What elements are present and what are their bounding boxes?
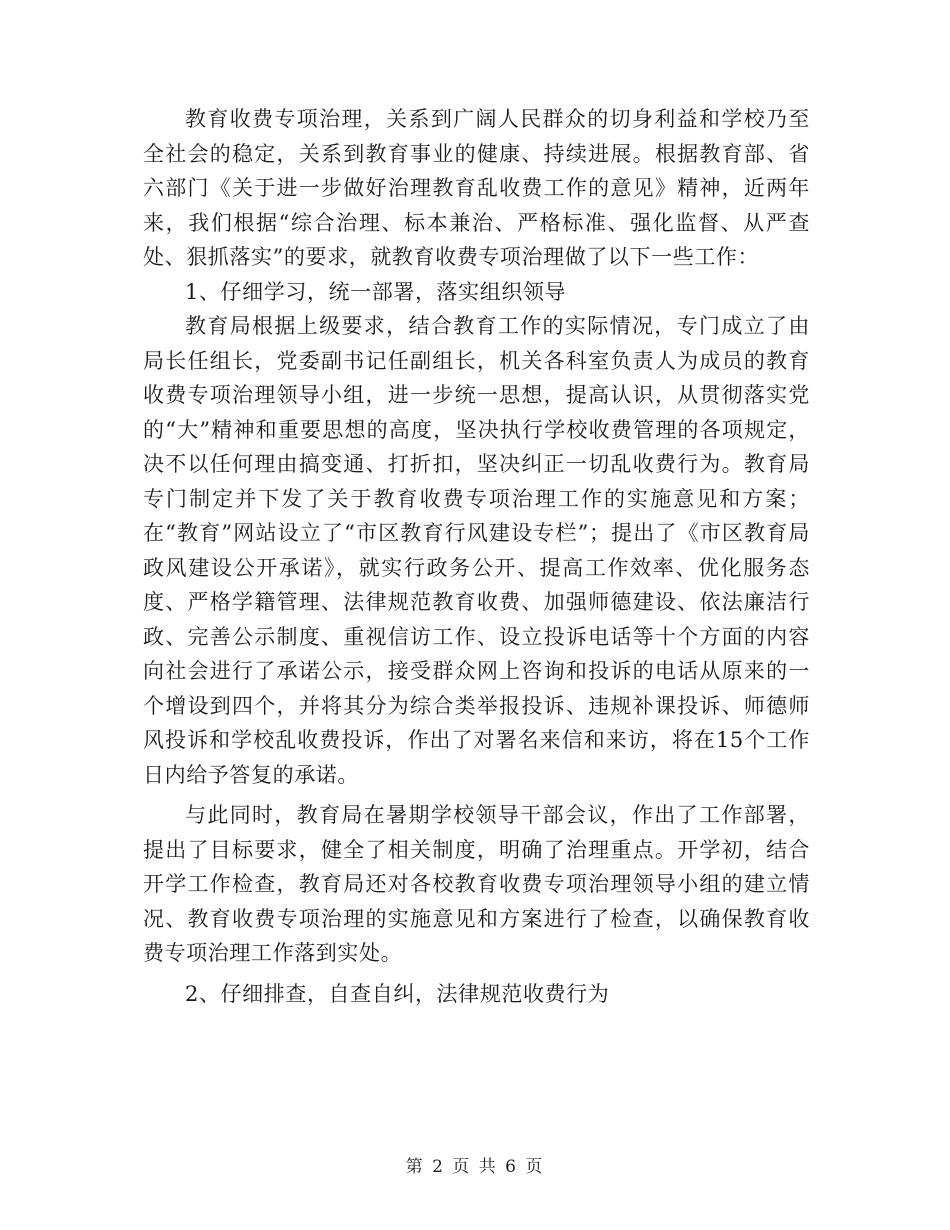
section-1-paragraph: 教育局根据上级要求，结合教育工作的实际情况，专门成立了由局长任组长，党委副书记任副组长，机关各科室负责人为成员的教育收费专项治理领导小组，进一步统一思想，提高认识，从贯彻落实党的“大”精神和重要思想的高度，坚决执行学校收费管理的各项规定，决不以任何理由搞变通、打折扣，坚决纠正一切乱收费行为。教育局专门制定并下发了关于教育收费专项治理工作的实施意见和方案；在“教育”网站设立了“市区教育行风建设专栏”；提出了《市区教育局政风建设公开承诺》，就实行政务公开、提高工作效率、优化服务态度、严格学籍管理、法律规范教育收费、加强师德建设、依法廉洁行政、完善公示制度、重视信访工作、设立投诉电话等十个方面的内容向社会进行了承诺公示，接受群众网上咨询和投诉的电话从原来的一个增设到四个，并将其分为综合类举报投诉、违规补课投诉、师德师风投诉和学校乱收费投诉，作出了对署名来信和来访，将在15个工作日内给予答复的承诺。 bbox=[143, 314, 810, 787]
section-heading-1: 1、仔细学习，统一部署，落实组织领导 bbox=[185, 279, 567, 304]
document-body bbox=[143, 102, 810, 1011]
intro-paragraph: 教育收费专项治理，关系到广阔人民群众的切身利益和学校乃至全社会的稳定，关系到教育事业的健康、持续进展。根据教育部、省六部门《关于进一步做好治理教育乱收费工作的意见》精神，近两年来，我们根据“综合治理、标本兼治、严格标准、强化监督、从严查处、狠抓落实”的要求，就教育收费专项治理做了以下一些工作： bbox=[143, 107, 810, 269]
section-heading-2: 2、仔细排查，自查自纠，法律规范收费行为 bbox=[185, 981, 610, 1006]
section-1-followup-paragraph: 与此同时，教育局在暑期学校领导干部会议，作出了工作部署，提出了目标要求，健全了相关制度，明确了治理重点。开学初，结合开学工作检查，教育局还对各校教育收费专项治理领导小组的建立情况、教育收费专项治理的实施意见和方案进行了检查，以确保教育收费专项治理工作落到实处。 bbox=[143, 803, 810, 965]
page-number-footer: 第 2 页 共 6 页 bbox=[405, 1157, 545, 1177]
